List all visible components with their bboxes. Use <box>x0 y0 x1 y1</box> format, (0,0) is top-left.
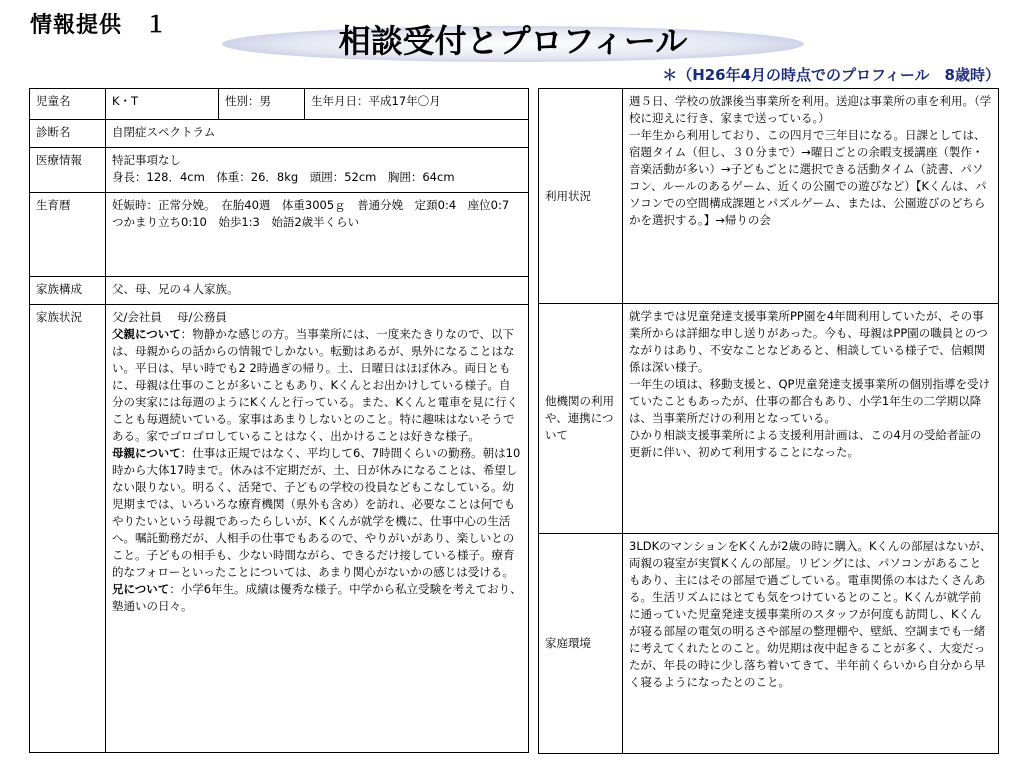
family-situation-value <box>106 305 529 753</box>
other-agency-value <box>623 304 999 534</box>
growth-history-label: 生育暦 <box>30 193 106 277</box>
document-tag: 情報提供 １ <box>30 13 169 38</box>
usage-paragraph-1: 週５日、学校の放課後当事業所を利用。送迎は事業所の車を利用。（学校に迎えに行き、家まで送っている。） <box>629 94 992 125</box>
usage-status-value <box>623 89 999 304</box>
father-heading: 父親について <box>112 327 181 341</box>
profile-table <box>29 88 529 753</box>
other-agency-label: 他機関の利用や、連携について <box>539 304 623 534</box>
mother-heading: 母親について <box>112 446 181 460</box>
page-title: 相談受付とプロフィール <box>338 22 688 60</box>
medical-info-value <box>106 148 529 193</box>
other-agency-paragraph-2: 一年生の頃は、移動支援と、QP児童発達支援事業所の個別指導を受けていたこともあったが、仕事の都合もあり、小学1年生の二学期以降は、当事業所だけの利用となっている。 <box>629 377 990 425</box>
diagnosis-label: 診断名 <box>30 120 106 148</box>
family-structure-label: 家族構成 <box>30 277 106 305</box>
child-name-value: K・T <box>106 89 219 120</box>
usage-paragraph-2: 一年生から利用しており、この四月で三年目になる。日課としては、宿題タイム（但し、３０分まで）→曜日ごとの余暇支援講座（製作・音楽活動が多い）→子どもごとに選択できる活動タイム（読書、パソコン、ルールのあるゲーム、近くの公園での遊びなど）【Kくんは、パソコンでの空間構成課題とパズルゲーム、または、公園遊びのどちらかを選択する。】→帰りの会 <box>629 128 987 227</box>
other-agency-paragraph-1: 就学までは児童発達支援事業所PP園を4年間利用していたが、その事業所からは詳細な申し送りがあった。今も、母親はPP園の職員とのつながりはあり、不安なことなどあると、相談している様子で、信頼関係は深い様子。 <box>629 309 988 374</box>
diagnosis-value: 自閉症スペクトラム <box>106 120 529 148</box>
family-structure-value: 父、母、兄の４人家族。 <box>106 277 529 305</box>
birth-date-field: 生年月日：平成17年〇月 <box>305 89 529 120</box>
father-paragraph <box>112 326 522 445</box>
family-situation-label: 家族状況 <box>30 305 106 753</box>
home-environment-label: 家庭環境 <box>539 534 623 754</box>
profile-date-note: ＊（H26年4月の時点でのプロフィール 8歳時） <box>662 66 1000 84</box>
usage-status-label: 利用状況 <box>539 89 623 304</box>
mother-text: ：仕事は正規ではなく、平均して6、7時間くらいの勤務。朝は10時から大体17時まで。休みは不定期だが、土、日が休みになることは、希望しない限りない。明るく、活発で、子どもの学校の役員などもこなしている。幼児期までは、いろいろな療育機関（県外も含め）を訪れ、必要なことは何でもやりたいという母親であったらしいが、Kくんが就学を機に、仕事中心の生活へ。嘱託勤務だが、人相手の仕事でもあるので、やりがいがあり、楽しいとのこと。子どもの相手も、少ない時間ながら、できるだけ接している様子。療育的なフォローといったことについては、あまり関心がないかの感じは受ける。 <box>112 446 521 579</box>
child-name-label: 児童名 <box>30 89 106 120</box>
home-environment-value: 3LDKのマンションをKくんが2歳の時に購入。Kくんの部屋はないが、両親の寝室が実質Kくんの部屋。リビングには、パソコンがあることもあり、主にはその部屋で過ごしている。電車関係の本はたくさんある。生活リズムにはとても気をつけているとのこと。Kくんが就学前に通っていた児童発達支援事業所のスタッフが何度も訪問し、Kくんが寝る部屋の電気の明るさや部屋の整理棚や、壁紙、空調までも一緒に考えてくれたとのこと。幼児期は夜中起きることが多く、大変だったが、年長の時に少し落ち着いてきて、半年前くらいから自分から早く寝るようになったとのこと。 <box>623 534 999 754</box>
medical-info-label: 医療情報 <box>30 148 106 193</box>
growth-history-value: 妊娠時：正常分娩。 在胎40週 体重3005ｇ 普通分娩 定頚0:4 座位0:7 つかまり立ち0:10 始歩1:3 始語2歳半くらい <box>106 193 529 277</box>
brother-text: ：小学6年生。成績は優秀な様子。中学から私立受験を考えており、塾通いの日々。 <box>112 582 522 613</box>
other-agency-paragraph-3: ひかり相談支援事業所による支援利用計画は、この4月の受給者証の更新に伴い、初めて利用することになった。 <box>629 428 982 459</box>
father-text: ：物静かな感じの方。当事業所には、一度来たきりなので、以下は、母親からの話からの情報でしかない。転勤はあるが、県外になることはない。平日は、早い時でも2 2時過ぎの帰り。土、日曜日はほぼ休み。両日ともに、母親は仕事のことが多いこともあり、Kくんとお出かけしている様子。自分の実家には毎週のようにKくんと行っている。また、Kくんと電車を見に行くことも毎週続いている。家事はあまりしないとのこと。特に趣味はないそうである。家でゴロゴロしていることはなく、出かけることは好きな様子。 <box>112 327 519 443</box>
brother-paragraph <box>112 581 522 615</box>
brother-heading: 兄について <box>112 582 170 596</box>
body-measurements: 身長：128．4cm 体重：26．8kg 頭囲：52cm 胸囲：64cm <box>112 170 455 184</box>
service-table <box>538 88 999 754</box>
medical-note: 特記事項なし <box>112 153 181 167</box>
parents-occupation: 父/会社員 母/公務員 <box>112 310 227 324</box>
mother-paragraph <box>112 445 522 581</box>
sex-field: 性別：男 <box>219 89 305 120</box>
